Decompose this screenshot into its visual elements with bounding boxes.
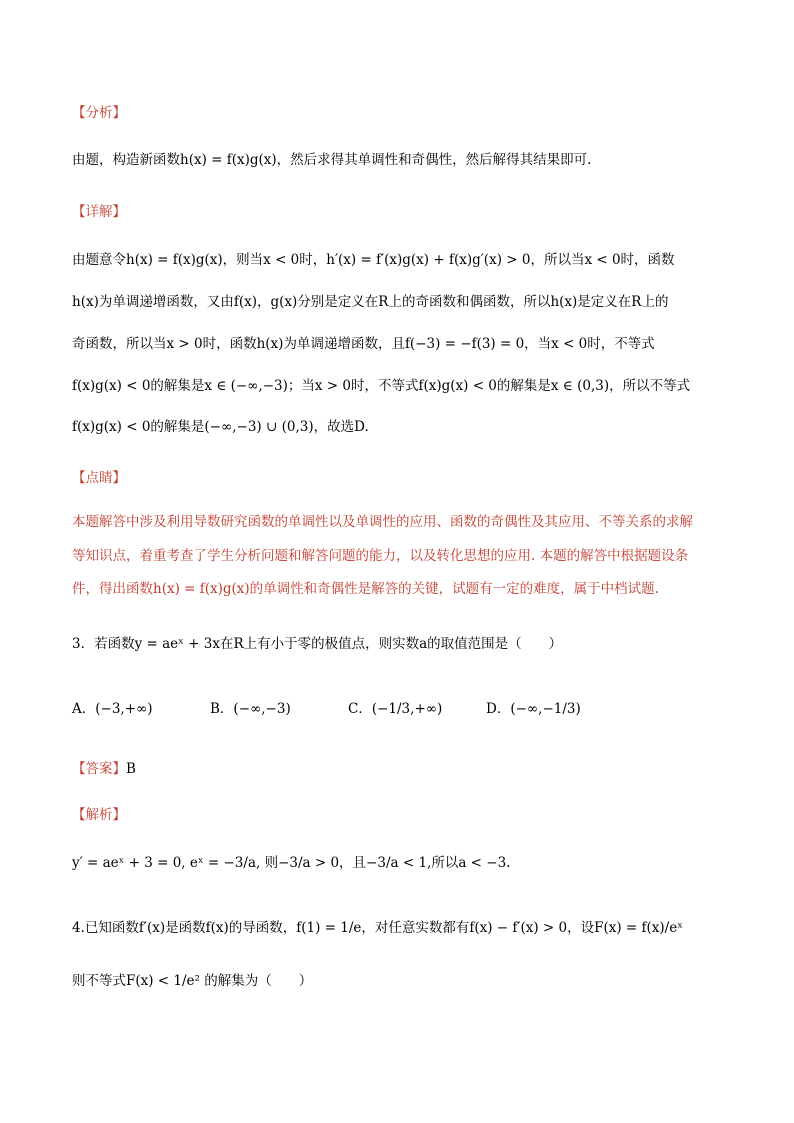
detail-line-5: f(x)g(x) < 0的解集是(−∞,−3) ∪ (0,3)，故选D.	[72, 419, 369, 435]
q3-solution-heading: 【解析】	[72, 807, 126, 823]
q3-option-d	[486, 697, 581, 717]
q3-option-b-label: B．	[210, 701, 234, 717]
q3-option-d-label: D．	[486, 701, 511, 717]
detail-line-3: 奇函数，所以当x > 0时，函数h(x)为单调递增函数，且f(−3) = −f(3) = 0，当x < 0时，不等式	[72, 336, 655, 352]
q3-option-a-label: A．	[72, 701, 96, 717]
detail-line-2: h(x)为单调递增函数，又由f(x)，g(x)分别是定义在R上的奇函数和偶函数，所以h(x)是定义在R上的	[72, 294, 669, 310]
q3-option-d-value: (−∞,−1/3)	[510, 701, 581, 717]
comment-line-3: 件，得出函数h(x) = f(x)g(x)的单调性和奇偶性是解答的关键，试题有一定的难度，属于中档试题.	[72, 581, 659, 597]
q4-stem-line-1: 4.已知函数f′(x)是函数f(x)的导函数，f(1) = 1/e，对任意实数都有f(x) − f′(x) > 0，设F(x) = f(x)/eˣ	[72, 920, 683, 936]
detail-line-4: f(x)g(x) < 0的解集是x ∈ (−∞,−3)；当x > 0时，不等式f(x)g(x) < 0的解集是x ∈ (0,3)，所以不等式	[72, 378, 691, 394]
q3-solution: y′ = aeˣ + 3 = 0, eˣ = −3/a, 则−3/a > 0，且−3/a < 1,所以a < −3.	[72, 855, 511, 871]
q3-option-a	[72, 697, 153, 717]
q3-option-b	[210, 697, 291, 717]
q3-option-a-value: (−3,+∞)	[95, 701, 153, 717]
q3-option-c-label: C．	[348, 701, 372, 717]
detail-line-1: 由题意令h(x) = f(x)g(x)，则当x < 0时，h′(x) = f′(x)g(x) + f(x)g′(x) > 0，所以当x < 0时，函数	[72, 252, 675, 268]
q3-option-b-value: (−∞,−3)	[233, 701, 291, 717]
q3-option-c	[348, 697, 442, 717]
q3-stem: 3．若函数y = aeˣ + 3x在R上有小于零的极值点，则实数a的取值范围是（ ）	[72, 636, 563, 652]
q4-stem-line-2: 则不等式F(x) < 1/e² 的解集为（ ）	[72, 973, 313, 989]
detail-heading: 【详解】	[72, 204, 126, 220]
analysis-text: 由题，构造新函数h(x) = f(x)g(x)，然后求得其单调性和奇偶性，然后解得其结果即可.	[72, 152, 592, 168]
analysis-heading: 【分析】	[72, 105, 126, 121]
q3-answer	[72, 760, 724, 778]
comment-line-2: 等知识点，着重考查了学生分析问题和解答问题的能力，以及转化思想的应用. 本题的解答中根据题设条	[72, 548, 689, 564]
q3-option-c-value: (−1/3,+∞)	[371, 701, 443, 717]
comment-heading: 【点睛】	[72, 470, 126, 486]
comment-line-1: 本题解答中涉及利用导数研究函数的单调性以及单调性的应用、函数的奇偶性及其应用、不等关系的求解	[72, 514, 693, 530]
q3-answer-heading: 【答案】	[72, 761, 126, 777]
q3-answer-value: B	[126, 761, 136, 777]
